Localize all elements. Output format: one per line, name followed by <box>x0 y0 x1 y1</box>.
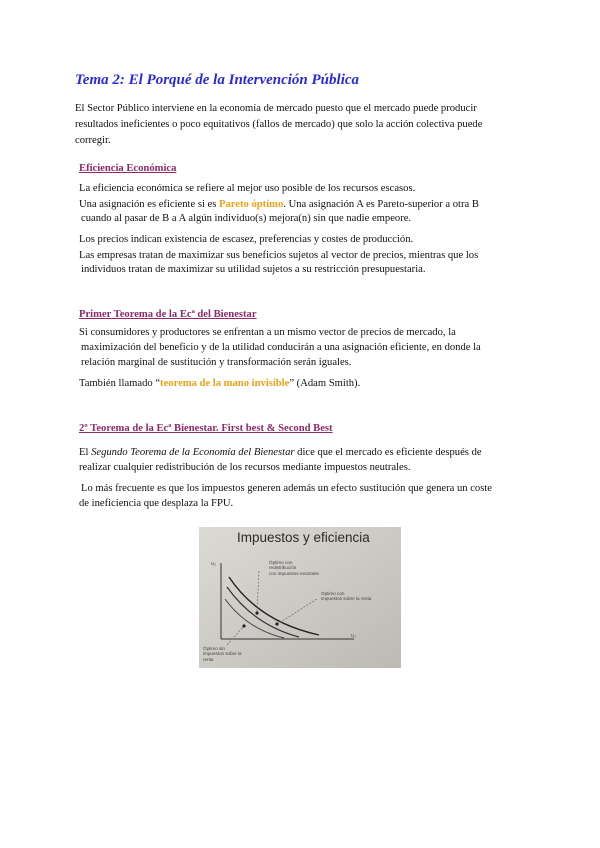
section3-paragraph-1-line-2: realizar cualquier redistribución de los recursos mediante impuestos neutrales. <box>79 462 411 473</box>
optimum-point-renta <box>275 622 278 625</box>
label-bottom-line-2: impuestos sobre la <box>203 651 242 657</box>
intro-line-1: El Sector Público interviene en la economía de mercado puesto que el mercado puede producir <box>75 103 477 114</box>
label-top <box>269 560 319 576</box>
impuestos-eficiencia-figure <box>199 527 401 668</box>
intro-line-2: resultados ineficientes o poco equitativos (fallos de mercado) que solo la acción colectiva puede <box>75 119 483 130</box>
section2-paragraph-1-line-3: relación marginal de sustitución y transformación serán iguales. <box>81 357 352 368</box>
axis-label-y: U₂ <box>211 561 217 566</box>
section2-paragraph-2 <box>79 376 360 392</box>
section2-p2-after: ” (Adam Smith). <box>289 378 361 389</box>
figure-title: Impuestos y eficiencia <box>237 530 370 545</box>
label-top-line-3: con impuestos neutrales <box>269 570 319 576</box>
axis-label-x: U₁ <box>351 633 356 638</box>
page-title: Tema 2: El Porqué de la Intervención Pública <box>75 72 360 88</box>
section2-p2-before: También llamado “ <box>79 378 161 389</box>
label-top-line-1: Óptimo con <box>269 560 293 565</box>
section3-p1-after: dice que el mercado es eficiente después de <box>294 447 482 458</box>
mano-invisible-highlight: teorema de la mano invisible <box>160 378 290 389</box>
section1-p2-before: Una asignación es eficiente si es <box>79 199 220 210</box>
optimum-point-sin-impuestos <box>242 624 245 627</box>
section3-paragraph-1 <box>79 445 482 461</box>
section1-paragraph-4-line-2: individuos tratan de maximizar su utilidad sujetos a su restricción presupuestaria. <box>81 264 426 275</box>
section1-paragraph-1: La eficiencia económica se refiere al mejor uso posible de los recursos escasos. <box>79 183 416 194</box>
section1-paragraph-2-line-2: cuando al pasar de B a A algún individuo(s) mejora(n) sin que nadie empeore. <box>81 213 412 224</box>
intro-line-3: corregir. <box>75 135 111 146</box>
section2-paragraph-1-line-1: Si consumidores y productores se enfrentan a un mismo vector de precios de mercado, la <box>79 327 456 338</box>
label-right-line-1: Óptimo con <box>321 591 345 596</box>
pareto-highlight: Pareto óptimo <box>219 199 284 210</box>
label-right-line-2: impuestos sobre la renta <box>321 596 372 602</box>
section1-paragraph-4-line-1: Las empresas tratan de maximizar sus beneficios sujetos al vector de precios, mientras que los <box>79 250 479 261</box>
label-top-line-2: redistribución <box>269 565 297 571</box>
label-right <box>321 591 371 602</box>
section2-paragraph-1-line-2: maximización del beneficio y de la utilidad conducirán a una asignación eficiente, en donde la <box>81 342 481 353</box>
label-bottom-line-3: renta <box>203 656 214 662</box>
section1-paragraph-3: Los precios indican existencia de escasez, preferencias y costes de producción. <box>79 234 414 245</box>
label-bottom-line-1: Óptimo sin <box>203 646 225 651</box>
section3-p1-before: El <box>79 447 92 458</box>
section-heading-primer-teorema: Primer Teorema de la Ecª del Bienestar <box>79 309 257 320</box>
section3-paragraph-2-line-2: de ineficiencia que desplaza la FPU. <box>79 498 234 509</box>
optimum-point-neutral <box>255 611 258 614</box>
segundo-teorema-italic: Segundo Teorema de la Economía del Bienestar <box>91 447 295 458</box>
label-bottom <box>203 646 242 662</box>
section3-paragraph-2-line-1: Lo más frecuente es que los impuestos generen además un efecto sustitución que genera un coste <box>81 483 492 494</box>
section-heading-eficiencia: Eficiencia Económica <box>79 163 177 174</box>
section-heading-segundo-teorema: 2º Teorema de la Ecª Bienestar. First best & Second Best <box>79 423 333 434</box>
section1-p2-after: . Una asignación A es Pareto-superior a otra B <box>283 199 479 210</box>
